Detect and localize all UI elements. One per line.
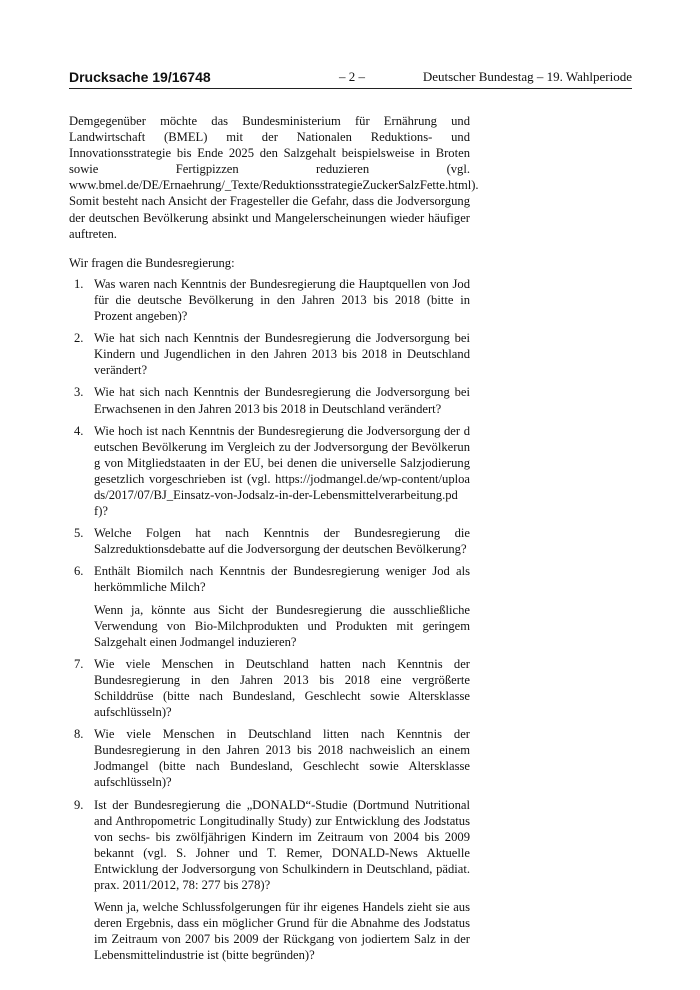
question-item xyxy=(69,276,470,324)
question-item xyxy=(69,656,470,720)
question-number: 3. xyxy=(74,385,84,400)
question-number: 4. xyxy=(74,423,84,438)
document-body xyxy=(69,113,479,970)
question-text: Ist der Bundesregierung die „DONALD“-Studie (Dortmund Nutritional and Anthropometric Longitudinally Study) zur Entwicklung des Jodstatus von sechs- bis zwölfjährigen Kindern im Zeitraum von 2004 bis 2009 bekannt (vgl. S. Johner und T. Remer, DONALD-News Aktuelle Entwicklung der Jodversorgung von Schulkindern in Deutschland, pädiat. prax. 2011/2012, 78: 277 bis 278)? xyxy=(94,797,470,893)
question-number: 1. xyxy=(74,276,84,291)
question-number: 6. xyxy=(74,564,84,579)
question-item xyxy=(69,726,470,790)
page-header xyxy=(69,69,632,89)
question-followup: Wenn ja, könnte aus Sicht der Bundesregierung die ausschließliche Verwendung von Bio-Milchprodukten und Produkten mit geringem Salzgehalt einen Jodmangel induzieren? xyxy=(94,602,470,649)
question-text: Enthält Biomilch nach Kenntnis der Bundesregierung weniger Jod als herkömmliche Milch? xyxy=(94,564,470,595)
question-text: Wie hat sich nach Kenntnis der Bundesregierung die Jodversorgung bei Erwachsenen in den Jahren 2013 bis 2018 in Deutschland verändert? xyxy=(94,385,470,416)
question-number: 5. xyxy=(74,526,84,541)
question-text: Wie hat sich nach Kenntnis der Bundesregierung die Jodversorgung bei Kindern und Jugendlichen in den Jahren 2013 bis 2018 in Deutschland verändert? xyxy=(94,331,470,378)
document-id xyxy=(69,69,211,85)
question-text: Welche Folgen hat nach Kenntnis der Bundesregierung die Salzreduktionsdebatte auf die Jodversorgung der deutschen Bevölkerung? xyxy=(94,526,470,557)
question-text: Wie viele Menschen in Deutschland hatten nach Kenntnis der Bundesregierung in den Jahren 2013 bis 2018 eine vergrößerte Schilddrüse (bitte nach Bundesland, Geschlecht sowie Altersklasse aufschlüsseln)? xyxy=(94,656,470,720)
document-number: 16748 xyxy=(171,69,211,85)
question-list xyxy=(69,276,470,964)
parliament-period: Deutscher Bundestag – 19. Wahlperiode xyxy=(422,69,632,84)
question-text: Was waren nach Kenntnis der Bundesregierung die Hauptquellen von Jod für die deutsche Bevölkerung in den Jahren 2013 bis 2018 (bitte in Prozent angeben)? xyxy=(94,276,470,324)
question-number: 2. xyxy=(74,331,84,346)
question-number: 8. xyxy=(74,727,84,742)
question-text: Wie hoch ist nach Kenntnis der Bundesregierung die Jodversorgung der deutschen Bevölkerung im Vergleich zu der Jodversorgung der Bevölkerung von Mitgliedstaaten in der EU, bei denen die universelle Salzjodierung gesetzlich vorgeschrieben ist (vgl. https://jodmangel.de/wp-content/uploads/2017/07/BJ_Einsatz-von-Jodsalz-in-der-Lebensmittelverarbeitung.pdf)? xyxy=(94,423,470,519)
question-item xyxy=(69,423,470,520)
question-number: 7. xyxy=(74,656,84,671)
question-number: 9. xyxy=(74,797,84,812)
question-item xyxy=(69,525,470,557)
question-item xyxy=(69,563,470,649)
question-item xyxy=(69,330,470,378)
page-number: – 2 – xyxy=(339,69,365,84)
intro-paragraph: Demgegenüber möchte das Bundesministerium für Ernährung und Landwirtschaft (BMEL) mit der Nationalen Reduktions- und Innovationsstrategie bis Ende 2025 den Salzgehalt beispielsweise in Broten sowie Fertigpizzen reduzieren (vgl. www.bmel.de/DE/Ernaehrung/_Texte/ReduktionsstrategieZuckerSalzFette.html). Somit besteht nach Ansicht der Fragesteller die Gefahr, dass die Jodversorgung der deutschen Bevölkerung absinkt und Mangelerscheinungen wieder häufiger auftreten. xyxy=(69,114,479,241)
question-item xyxy=(69,797,470,964)
question-lead: Wir fragen die Bundesregierung: xyxy=(69,255,235,270)
question-text: Wie viele Menschen in Deutschland litten nach Kenntnis der Bundesregierung in den Jahren 2013 bis 2018 nachweislich an einem Jodmangel (bitte nach Bundesland, Geschlecht sowie Altersklasse aufschlüsseln)? xyxy=(94,727,470,790)
question-item xyxy=(69,384,470,416)
question-followup: Wenn ja, welche Schlussfolgerungen für ihr eigenes Handels zieht sie aus deren Ergebnis, dass ein möglicher Grund für die Abnahme des Jodstatus im Zeitraum von 2007 bis 2009 der Rückgang von jodiertem Salz in der Lebensmittelindustrie ist (bitte begründen)? xyxy=(94,900,470,963)
document-prefix: Drucksache 19/ xyxy=(69,69,172,85)
